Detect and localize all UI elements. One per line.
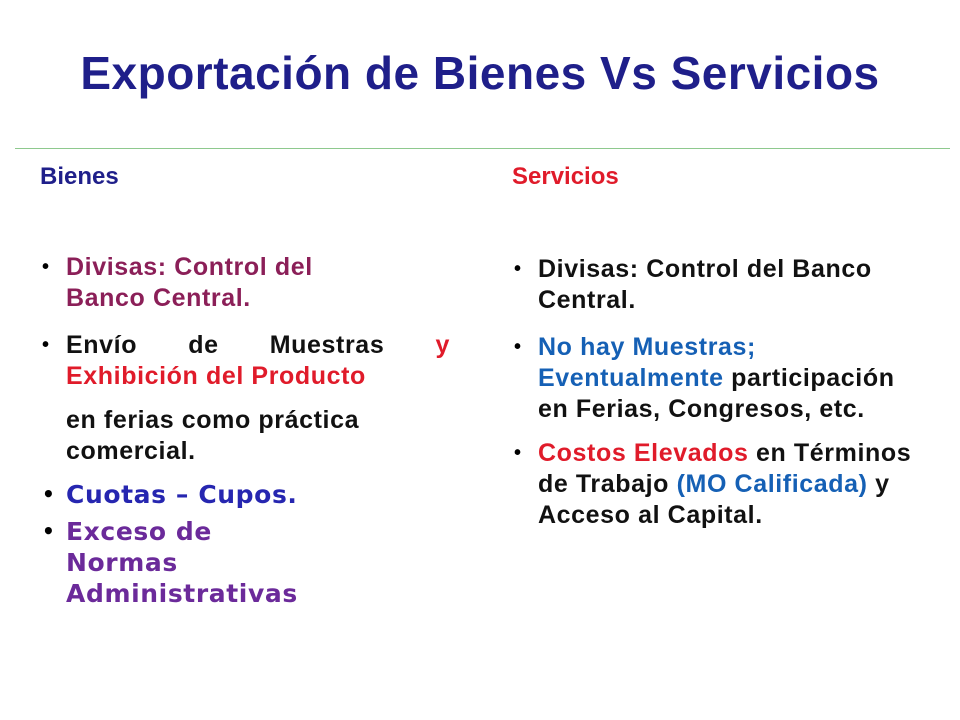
bienes-list <box>40 252 450 609</box>
bienes-item-divisas: • Divisas: Control del Banco Central. <box>40 252 396 314</box>
bienes-heading: Bienes <box>40 163 119 190</box>
bienes-item-envio <box>40 330 450 361</box>
servicios-costos-text: en Términos de Trabajo <box>538 439 912 498</box>
bienes-envio-y: y <box>435 331 450 359</box>
servicios-list <box>512 254 932 531</box>
servicios-column <box>512 160 932 531</box>
bienes-column <box>40 160 450 609</box>
servicios-item-muestras <box>512 332 918 425</box>
servicios-item-costos <box>512 438 928 531</box>
servicios-costos-capital: y Acceso al Capital. <box>538 470 890 529</box>
bienes-envio-continuation: en ferias como práctica comercial. <box>66 406 360 465</box>
servicios-costos-mo: (MO Calificada) <box>676 470 868 498</box>
bienes-envio-text: Envío de Muestras <box>66 331 436 359</box>
bienes-envio-highlight: Exhibición del Producto <box>66 362 366 390</box>
servicios-costos-highlight: Costos Elevados <box>538 439 749 467</box>
servicios-muestras-highlight: No hay Muestras; Eventualmente <box>538 333 756 392</box>
servicios-muestras-text: participación en Ferias, Congresos, etc. <box>538 364 895 423</box>
title-divider <box>15 148 950 149</box>
bienes-item-cuotas: • Cuotas – Cupos. <box>40 479 450 510</box>
slide-title: Exportación de Bienes Vs Servicios <box>80 47 880 99</box>
servicios-heading: Servicios <box>512 163 619 190</box>
servicios-item-divisas: • Divisas: Control del Banco Central. <box>512 254 878 316</box>
bienes-item-exceso: • Exceso de Normas Administrativas <box>40 516 326 609</box>
